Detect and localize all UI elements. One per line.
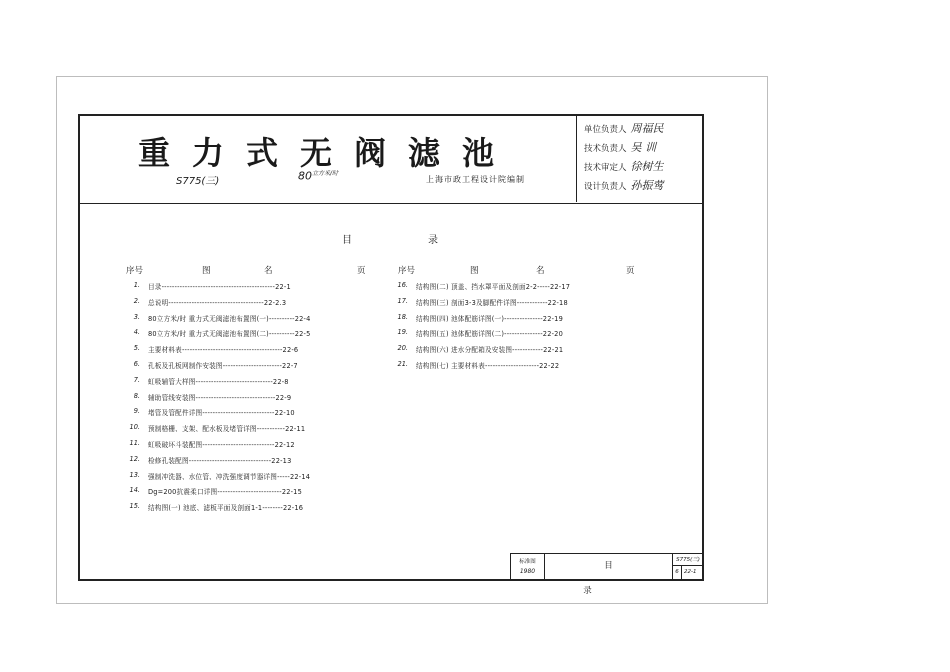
- entry-number: 20.: [397, 344, 408, 353]
- entry-text: 总说明-------------------------------------22-2.3: [148, 298, 287, 307]
- toc-entry: [124, 499, 374, 515]
- toc-entry: [124, 357, 374, 373]
- col-header-page-right: 页: [626, 266, 635, 276]
- resp-signature: 孙振莺: [630, 179, 664, 192]
- toc-entry: [124, 404, 374, 420]
- institute-name: 上海市政工程设计院编制: [426, 175, 525, 184]
- responsibility-block: [576, 116, 704, 202]
- resp-row: [584, 157, 704, 176]
- resp-role: 技术负责人: [584, 144, 627, 154]
- col-header-no: 序号: [126, 266, 144, 276]
- toc-entry: [124, 483, 374, 499]
- entry-text: 虹吸破坏斗装配图----------------------------22-12: [148, 440, 295, 449]
- entry-number: 10.: [129, 423, 140, 432]
- toc-entry: [124, 294, 374, 310]
- footer-title: 目录: [545, 554, 673, 579]
- toc-heading-left: 目: [342, 235, 352, 246]
- entry-number: 6.: [133, 359, 140, 368]
- sheet-footer: [510, 553, 702, 596]
- entry-text: 检修孔装配图--------------------------------22-13: [148, 456, 292, 465]
- toc-list-right: [392, 278, 652, 373]
- toc-entry: [124, 420, 374, 436]
- drawing-sheet: [78, 114, 704, 596]
- document-title: 重力式无阀滤池: [138, 134, 517, 172]
- entry-text: 强制冲洗器、水位管、冲洗强度调节器详图-----22-14: [148, 472, 311, 481]
- capacity-label: [298, 168, 338, 183]
- resp-role: 设计负责人: [584, 182, 627, 192]
- resp-role: 单位负责人: [584, 125, 627, 135]
- capacity-value: 80: [298, 169, 312, 183]
- toc-entry: [124, 389, 374, 405]
- footer-year: 1980: [519, 568, 536, 575]
- entry-text: 目录--------------------------------------------22-1: [148, 283, 291, 291]
- title-block: [80, 116, 702, 204]
- footer-standard: [511, 554, 545, 579]
- toc-entry: [392, 341, 652, 357]
- entry-text: 80立方米/时 重力式无阀滤池布置图(一)----------22-4: [148, 314, 311, 323]
- toc-entry: [124, 436, 374, 452]
- toc-heading-right: 录: [428, 235, 438, 246]
- toc-entry: [392, 278, 652, 294]
- entry-text: 结构图(四) 池体配筋详图(一)---------------22-19: [416, 314, 563, 323]
- toc-entry: [392, 357, 652, 373]
- toc-entry: [124, 373, 374, 389]
- entry-number: 7.: [133, 375, 140, 384]
- entry-text: 堵管及管配件详图----------------------------22-10: [148, 409, 295, 418]
- entry-number: 4.: [133, 328, 140, 337]
- toc-entry: [124, 325, 374, 341]
- toc-entry: [392, 310, 652, 326]
- col-header-name-right: 名: [536, 266, 545, 276]
- entry-text: 主要材料表---------------------------------------22-6: [148, 346, 299, 355]
- entry-number: 19.: [397, 328, 408, 337]
- entry-text: 虹吸辅管大样图------------------------------22-8: [148, 377, 289, 386]
- resp-signature: 吴 训: [630, 141, 657, 154]
- resp-row: [584, 119, 704, 138]
- entry-number: 3.: [133, 312, 140, 321]
- entry-text: 结构图(五) 池体配筋详图(二)---------------22-20: [416, 330, 563, 339]
- footer-std-label: 标准图: [519, 559, 536, 565]
- col-header-draw: 图: [202, 266, 211, 276]
- toc-entry: [392, 325, 652, 341]
- entry-text: 辅助管线安装图-------------------------------22-9: [148, 393, 292, 402]
- entry-text: 孔板及孔板网制作安装图-----------------------22-7: [148, 361, 298, 370]
- footer-code: S775(三): [673, 554, 703, 566]
- entry-number: 18.: [397, 312, 408, 321]
- capacity-unit: 立方米/时: [312, 170, 339, 177]
- toc-entry: [392, 294, 652, 310]
- entry-text: 结构图(二) 顶盖、挡水罩平面及剖面2-2-----22-17: [416, 283, 571, 291]
- entry-number: 21.: [397, 359, 408, 368]
- entry-text: 结构图(七) 主要材料表---------------------22-22: [416, 361, 560, 370]
- toc-entry: [124, 341, 374, 357]
- col-header-name: 名: [264, 266, 273, 276]
- entry-number: 14.: [129, 486, 140, 495]
- entry-number: 15.: [129, 502, 140, 511]
- entry-number: 17.: [397, 296, 408, 305]
- footer-sheet: [673, 566, 703, 579]
- entry-text: 预制格栅、支架、配水板及堵管详图-----------22-11: [148, 425, 306, 434]
- standard-code: S775(三): [176, 176, 220, 187]
- toc-entry: [124, 310, 374, 326]
- col-header-page: 页: [357, 266, 366, 276]
- toc-entry: [124, 452, 374, 468]
- resp-signature: 徐树生: [630, 160, 664, 173]
- col-header-draw-right: 图: [470, 266, 479, 276]
- toc-entry: [124, 468, 374, 484]
- toc-list-left: [124, 278, 374, 515]
- resp-row: [584, 176, 704, 195]
- resp-row: [584, 138, 704, 157]
- entry-number: 9.: [133, 407, 140, 416]
- entry-number: 12.: [129, 454, 140, 463]
- entry-number: 8.: [133, 391, 140, 400]
- entry-number: 2.: [133, 296, 140, 305]
- entry-text: 80立方米/时 重力式无阀滤池布置图(二)----------22-5: [148, 330, 311, 339]
- footer-sheet-left: 6: [673, 566, 682, 579]
- resp-role: 技术审定人: [584, 163, 627, 173]
- entry-number: 5.: [133, 344, 140, 353]
- entry-number: 13.: [129, 470, 140, 479]
- toc-entry: [124, 278, 374, 294]
- col-header-no-right: 序号: [398, 266, 416, 276]
- entry-number: 1.: [133, 281, 140, 289]
- footer-sheet-number: 22-1: [684, 569, 697, 575]
- entry-text: 结构图(三) 剖面3-3及脚配件详图------------22-18: [416, 298, 568, 307]
- entry-text: 结构图(六) 进水分配箱及安装图------------22-21: [416, 346, 564, 355]
- entry-text: Dg=200抗震柔口详图-------------------------22-15: [148, 488, 302, 497]
- resp-signature: 周福民: [630, 122, 664, 135]
- entry-text: 结构图(一) 池底、滤板平面及剖面1-1--------22-16: [148, 504, 304, 513]
- entry-number: 11.: [129, 438, 140, 447]
- entry-number: 16.: [397, 281, 408, 289]
